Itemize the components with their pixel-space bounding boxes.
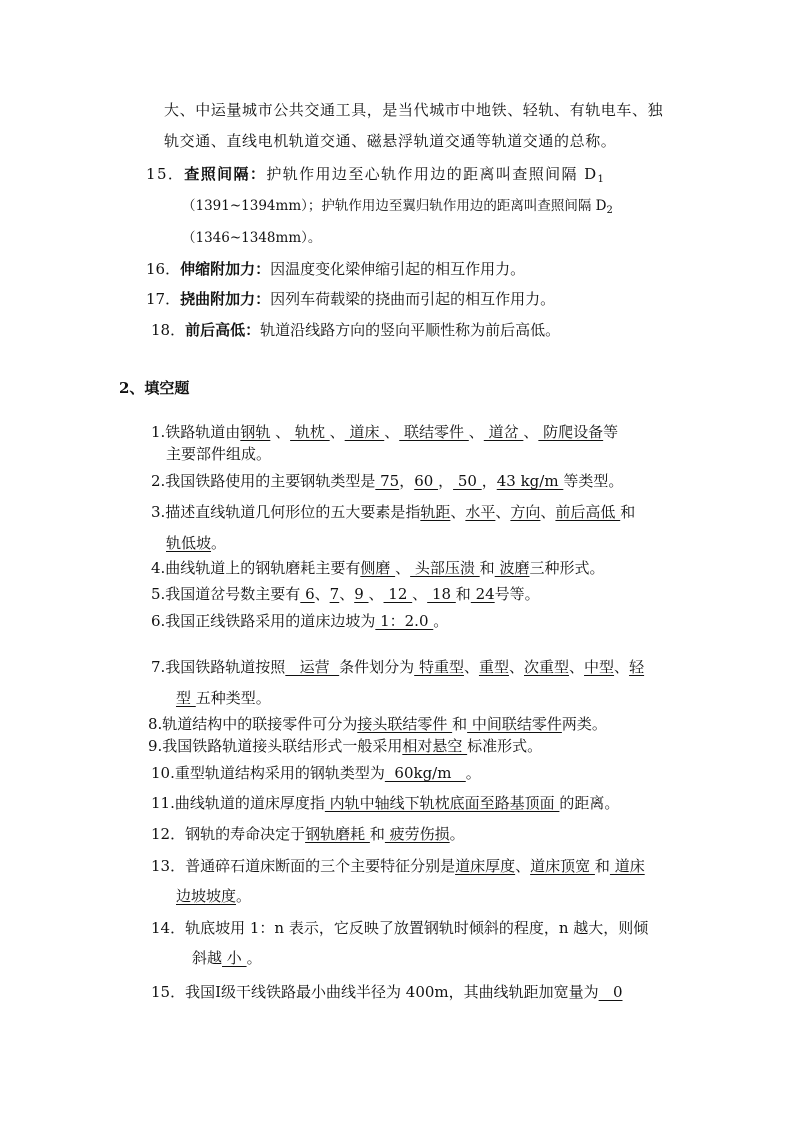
question-5 [151,584,540,604]
answer-blank: 边坡坡度 [176,887,237,905]
section-title: 2、填空题 [119,379,190,397]
question-11 [151,793,619,813]
question-3-line-2 [166,533,226,553]
question-text: 斜越 [192,949,223,967]
subscript: 2 [606,205,613,216]
answer-blank: 接头联结零件 [357,715,453,733]
question-text: 等类型。 [563,472,624,490]
question-text: 和 [369,825,385,843]
answer-blank: 水平 [465,503,496,521]
answer-blank: 道床 [344,423,385,441]
definition-16 [146,259,525,279]
question-text: 的距离。 [559,794,620,812]
answer-blank: 道床顶宽 [530,857,595,875]
definition-text: 轨道沿线路方向的竖向平顺性称为前后高低。 [260,321,561,339]
answer-blank: 轨低坡 [166,534,212,552]
answer-blank: 60 [414,472,439,490]
question-text: 。 [449,825,465,843]
question-1-line-2: 主要部件组成。 [166,445,272,463]
question-text: 和 [452,715,468,733]
separator: 、 [523,423,539,441]
question-text: 2.我国铁路使用的主要钢轨类型是 [151,472,376,490]
answer-blank: 道床厚度 [455,857,516,875]
question-4 [151,558,604,578]
question-12 [151,824,465,844]
separator: ， [399,472,415,490]
separator: 、 [412,585,428,603]
answer-blank: 波磨 [494,559,530,577]
separator: 、 [515,857,531,875]
separator: 、 [450,503,466,521]
question-7-line-2 [176,688,271,708]
answer-blank: 轨距 [420,503,451,521]
answer-blank: 联结零件 [399,423,469,441]
definition-text: 护轨作用边至心轨作用边的距离叫查照间隔 D [266,165,598,183]
question-text: 。 [211,534,227,552]
question-text: 。 [465,764,481,782]
question-text: 6.我国正线铁路采用的道床边坡为 [151,612,376,630]
answer-blank: 方向 [510,503,541,521]
question-6 [151,611,448,631]
definition-18 [151,320,560,340]
answer-blank: 轨枕 [290,423,330,441]
answer-blank: 43 kg/m [496,472,564,490]
definition-15-line-3: （1346~1348mm）。 [182,230,322,246]
answer-blank: 中型 [584,658,615,676]
answer-blank: 7 [329,585,340,603]
separator: 、 [329,423,345,441]
answer-blank: 内轨中轴线下轨枕底面至路基顶面 [324,794,560,812]
definition-text: 因温度变化梁伸缩引起的相互作用力。 [270,260,526,278]
separator: 、 [384,423,400,441]
question-text: 五种类型。 [195,689,271,707]
question-text: 。 [433,612,449,630]
answer-blank: 头部压溃 [410,559,480,577]
question-text: 13．普通碎石道床断面的三个主要特征分别是 [151,857,456,875]
answer-blank: 次重型 [524,658,570,676]
question-2 [151,471,623,491]
question-10 [151,763,481,783]
answer-blank: 道岔 [483,423,524,441]
answer-blank: 24 [470,585,495,603]
answer-blank: 轻 [629,658,645,676]
answer-blank: 12 [383,585,413,603]
question-text: 等 [603,423,619,441]
definition-text: 因列车荷载梁的挠曲而引起的相互作用力。 [270,290,556,308]
question-text: 9.我国铁路轨道接头联结形式一般采用 [148,737,403,755]
definition-term: 前后高低： [185,321,261,339]
separator: ， [481,472,497,490]
answer-blank: 6 [300,585,315,603]
question-text: 10.重型轨道结构采用的钢轨类型为 [151,764,385,782]
question-15 [151,982,623,1002]
separator: 和 [455,585,471,603]
definition-term: 查照间隔： [184,165,267,183]
definition-text: （1391~1394mm）；护轨作用边至翼归轨作用边的距离叫查照间隔 D [182,198,607,214]
answer-blank: 运营 [285,658,340,676]
answer-blank: 前后高低 [555,503,621,521]
question-text: 。 [246,949,262,967]
answer-blank: 道床 [609,857,645,875]
definition-term: 挠曲附加力： [180,290,271,308]
answer-blank: 18 [427,585,456,603]
question-9 [148,736,542,756]
separator: ， [438,472,454,490]
definition-term: 伸缩附加力： [180,260,271,278]
question-8 [148,714,607,734]
answer-blank: 75 [375,472,400,490]
question-text: 7.我国铁路轨道按照 [151,658,286,676]
question-text: 号等。 [494,585,540,603]
separator: 、 [368,585,384,603]
question-text: 12．钢轨的寿命决定于 [151,825,306,843]
question-text: 标准形式。 [467,737,543,755]
separator: 、 [508,658,524,676]
definition-number: 16． [146,260,181,278]
question-1 [151,422,618,442]
question-text: 和 [594,857,610,875]
separator: 、 [468,423,484,441]
answer-blank: 60kg/m [384,764,466,782]
question-text: 5.我国道岔号数主要有 [151,585,301,603]
definition-number: 18． [151,321,186,339]
question-text: 三种形式。 [529,559,605,577]
question-14: 14．轨底坡用 1：n 表示，它反映了放置钢轨时倾斜的程度，n 越大，则倾 [151,919,649,937]
separator: 、 [395,559,411,577]
answer-blank: 疲劳伤损 [384,825,450,843]
question-text: 条件划分为 [339,658,415,676]
answer-blank: 0 [598,983,623,1001]
answer-blank: 防爬设备 [538,423,604,441]
separator: 、 [495,503,511,521]
question-13 [151,856,645,876]
question-text: 8.轨道结构中的联接零件可分为 [148,715,358,733]
answer-blank: 重型 [478,658,509,676]
question-7 [151,657,644,677]
definition-15-line-2 [182,196,613,216]
answer-blank: 钢轨磨耗 [305,825,370,843]
answer-blank: 50 [453,472,482,490]
question-14-line-2 [192,948,262,968]
question-text: 4.曲线轨道上的钢轨磨耗主要有 [151,559,361,577]
answer-blank: 特重型 [414,658,464,676]
question-text: 1.铁路轨道由 [151,423,241,441]
question-3 [151,502,635,522]
intro-line-2: 轨交通、直线电机轨道交通、磁悬浮轨道交通等轨道交通的总称。 [164,132,617,150]
answer-blank: 中间联结零件 [467,715,562,733]
separator: 和 [479,559,495,577]
question-13-line-2 [176,886,251,906]
answer-blank: 9 [354,585,369,603]
definition-17 [146,289,555,309]
answer-blank: 小 [222,949,247,967]
answer-blank: 型 [176,689,196,707]
separator: 、 [463,658,479,676]
separator: 、 [339,585,355,603]
question-text: 11.曲线轨道的道床厚度指 [151,794,325,812]
definition-15 [146,164,605,184]
answer-blank: 1：2.0 [375,612,434,630]
question-text: 3.描述直线轨道几何形位的五大要素是指 [151,503,421,521]
intro-line-1: 大、中运量城市公共交通工具，是当代城市中地铁、轻轨、有轨电车、独 [164,101,664,119]
answer-blank: 相对悬空 [402,737,468,755]
answer-blank: 侧磨 [360,559,396,577]
definition-number: 15． [146,165,185,183]
separator: 、 [314,585,330,603]
question-text: 。 [236,887,252,905]
separator: 、 [540,503,556,521]
question-text: 和 [620,503,636,521]
question-text: 15．我国Ⅰ级干线铁路最小曲线半径为 400m，其曲线轨距加宽量为 [151,983,599,1001]
separator: 、 [614,658,630,676]
question-text: 两类。 [561,715,607,733]
separator: 、 [569,658,585,676]
answer-blank: 钢轨 [240,423,271,441]
separator: 、 [270,423,291,441]
subscript: 1 [597,174,606,185]
definition-number: 17． [146,290,181,308]
